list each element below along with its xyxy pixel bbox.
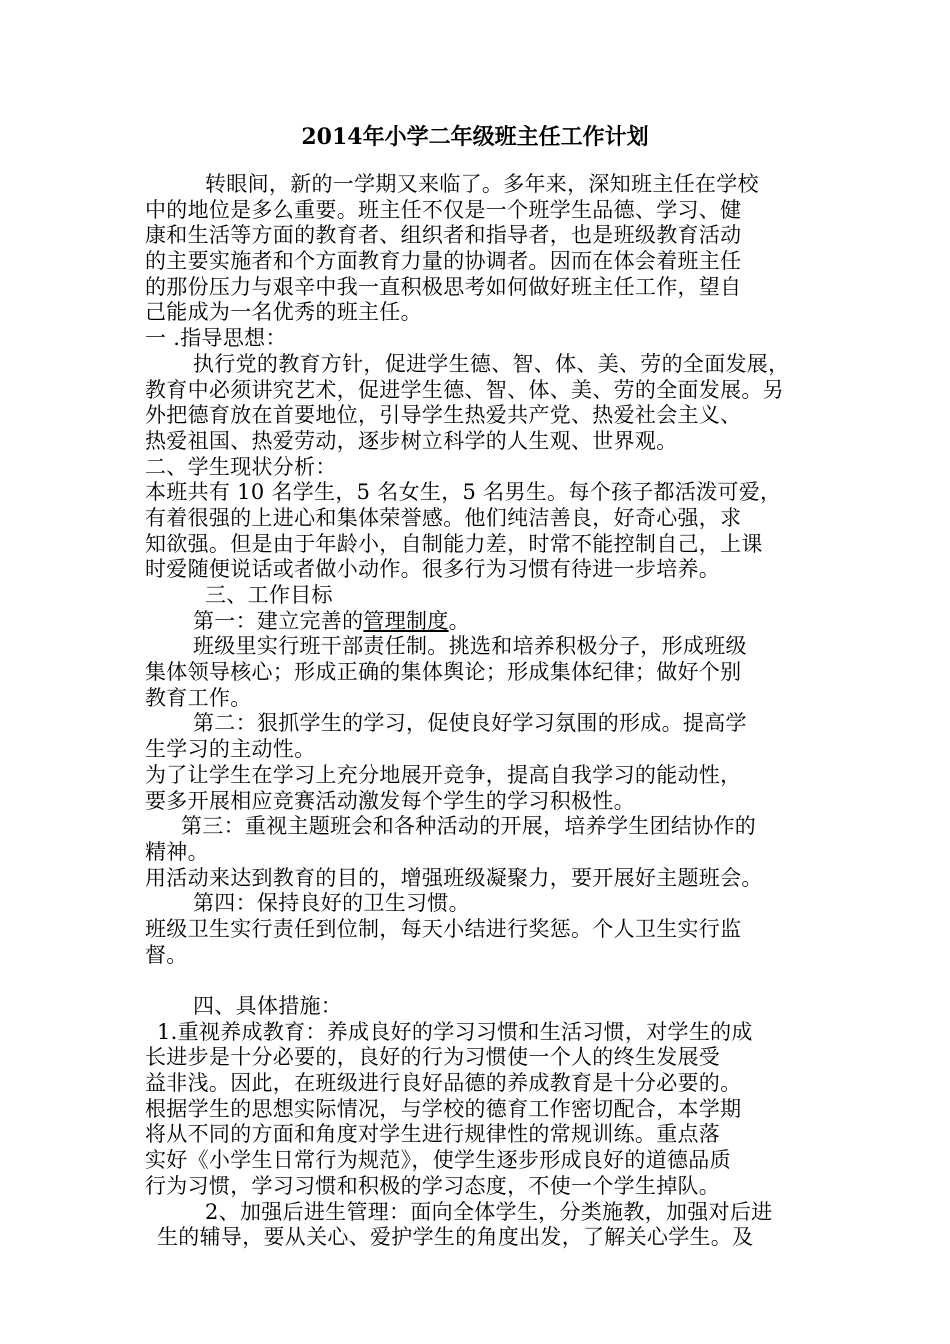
- text-line: [145, 455, 815, 481]
- text-line: [145, 172, 815, 198]
- text-line: [145, 249, 815, 275]
- line-text: 将从不同的方面和角度对学生进行规律性的常规训练。重点落: [145, 1122, 721, 1147]
- text-line: [145, 1020, 815, 1046]
- text-line: [145, 557, 815, 583]
- text-line: [145, 1225, 815, 1251]
- line-text: 的主要实施者和个方面教育力量的协调者。因而在体会着班主任: [145, 249, 742, 274]
- line-text: 一 .指导思想：: [145, 326, 287, 351]
- text-line: [145, 840, 815, 866]
- line-text: 知欲强。但是由于年龄小，自制能力差，时常不能控制自己，上课: [145, 531, 763, 556]
- line-text: 第一：建立完善的: [193, 608, 364, 633]
- text-line: [145, 1071, 815, 1097]
- text-line: [145, 480, 815, 506]
- text-line: [145, 275, 815, 301]
- text-line: [145, 352, 815, 378]
- line-text: 班级里实行班干部责任制。挑选和培养积极分子，形成班级: [193, 634, 747, 659]
- text-line: [145, 968, 815, 994]
- text-line: [145, 532, 815, 558]
- line-text: 执行党的教育方针，促进学生德、智、体、美、劳的全面发展，: [193, 351, 790, 376]
- line-text: 益非浅。因此，在班级进行良好品德的养成教育是十分必要的。: [145, 1071, 742, 1096]
- line-text: 热爱祖国、热爱劳动，逐步树立科学的人生观、世界观。: [145, 428, 678, 453]
- line-text: 生学习的主动性。: [145, 737, 316, 762]
- text-line: [145, 429, 815, 455]
- line-text: 二、学生现状分析：: [145, 454, 337, 479]
- text-line: [145, 891, 815, 917]
- text-line: [145, 583, 815, 609]
- line-text: 第四：保持良好的卫生习惯。: [193, 891, 470, 916]
- line-text: 用活动来达到教育的目的，增强班级凝聚力，要开展好主题班会。: [145, 865, 763, 890]
- text-line: [145, 378, 815, 404]
- line-text: 实好《小学生日常行为规范》，使学生逐步形成良好的道德品质: [145, 1148, 731, 1173]
- text-line: [145, 660, 815, 686]
- text-line: [145, 300, 815, 326]
- line-text: 四、具体措施：: [193, 994, 343, 1018]
- line-text: 督。: [145, 942, 188, 967]
- text-line: [145, 223, 815, 249]
- text-line: [145, 711, 815, 737]
- line-text: 的那份压力与艰辛中我一直积极思考如何做好班主任工作，望自: [145, 274, 742, 299]
- line-text: 中的地位是多么重要。班主任不仅是一个班学生品德、学习、健: [145, 197, 742, 222]
- text-line: [145, 994, 815, 1020]
- underlined-text: 管理制度: [363, 608, 449, 633]
- line-text: 外把德育放在首要地位，引导学生热爱共产党、热爱社会主义、: [145, 403, 742, 428]
- line-text: 根据学生的思想实际情况，与学校的德育工作密切配合，本学期: [145, 1096, 742, 1121]
- line-text: 三、工作目标: [205, 583, 333, 607]
- text-line: [145, 737, 815, 763]
- text-line: [145, 1200, 815, 1226]
- text-line: [145, 814, 815, 840]
- text-line: [145, 1122, 815, 1148]
- text-line: [145, 686, 815, 712]
- document-title: 2014年小学二年级班主任工作计划: [301, 124, 649, 150]
- document-body: [145, 172, 815, 1251]
- text-line: [145, 609, 815, 635]
- text-line: [145, 506, 815, 532]
- text-line: [145, 1148, 815, 1174]
- text-line: [145, 1045, 815, 1071]
- line-text: 教育中必须讲究艺术，促进学生德、智、体、美、劳的全面发展。另: [145, 377, 784, 402]
- text-line: [145, 917, 815, 943]
- line-text: 要多开展相应竞赛活动激发每个学生的学习积极性。: [145, 788, 635, 813]
- line-text: 长进步是十分必要的，良好的行为习惯使一个人的终生发展受: [145, 1045, 721, 1070]
- line-text: 精神。: [145, 839, 209, 864]
- line-text: 己能成为一名优秀的班主任。: [145, 300, 422, 325]
- line-text: 班级卫生实行责任到位制，每天小结进行奖惩。个人卫生实行监: [145, 916, 742, 941]
- line-text-tail: 。: [448, 608, 470, 633]
- line-text: 教育工作。: [145, 685, 252, 710]
- line-text: 第三：重视主题班会和各种活动的开展，培养学生团结协作的: [181, 814, 757, 839]
- line-text: 为了让学生在学习上充分地展开竞争，提高自我学习的能动性，: [145, 762, 742, 787]
- text-line: [145, 198, 815, 224]
- line-text: 行为习惯，学习习惯和积极的学习态度，不使一个学生掉队。: [145, 1173, 721, 1198]
- line-text: 时爱随便说话或者做小动作。很多行为习惯有待进一步培养。: [145, 557, 721, 582]
- text-line: [145, 789, 815, 815]
- line-text: 有着很强的上进心和集体荣誉感。他们纯洁善良，好奇心强，求: [145, 505, 742, 530]
- line-text: 康和生活等方面的教育者、组织者和指导者，也是班级教育活动: [145, 223, 742, 248]
- text-line: [145, 403, 815, 429]
- line-text: 1.重视养成教育：养成良好的学习习惯和生活习惯，对学生的成: [157, 1019, 753, 1044]
- line-text: 2、加强后进生管理：面向全体学生，分类施教，加强对后进: [205, 1199, 773, 1224]
- text-line: [145, 634, 815, 660]
- text-line: [145, 763, 815, 789]
- line-text: 转眼间，新的一学期又来临了。多年来，深知班主任在学校: [205, 172, 759, 196]
- text-line: [145, 1097, 815, 1123]
- line-text: 生的辅导，要从关心、爱护学生的角度出发，了解关心学生。及: [157, 1225, 754, 1250]
- text-line: [145, 1174, 815, 1200]
- line-text: 本班共有 10 名学生，5 名女生，5 名男生。每个孩子都活泼可爱，: [145, 480, 782, 505]
- line-text: 集体领导核心；形成正确的集体舆论；形成集体纪律；做好个别: [145, 660, 742, 685]
- text-line: [145, 326, 815, 352]
- text-line: [145, 866, 815, 892]
- text-line: [145, 943, 815, 969]
- line-text: 第二：狠抓学生的学习，促使良好学习氛围的形成。提高学: [193, 711, 747, 736]
